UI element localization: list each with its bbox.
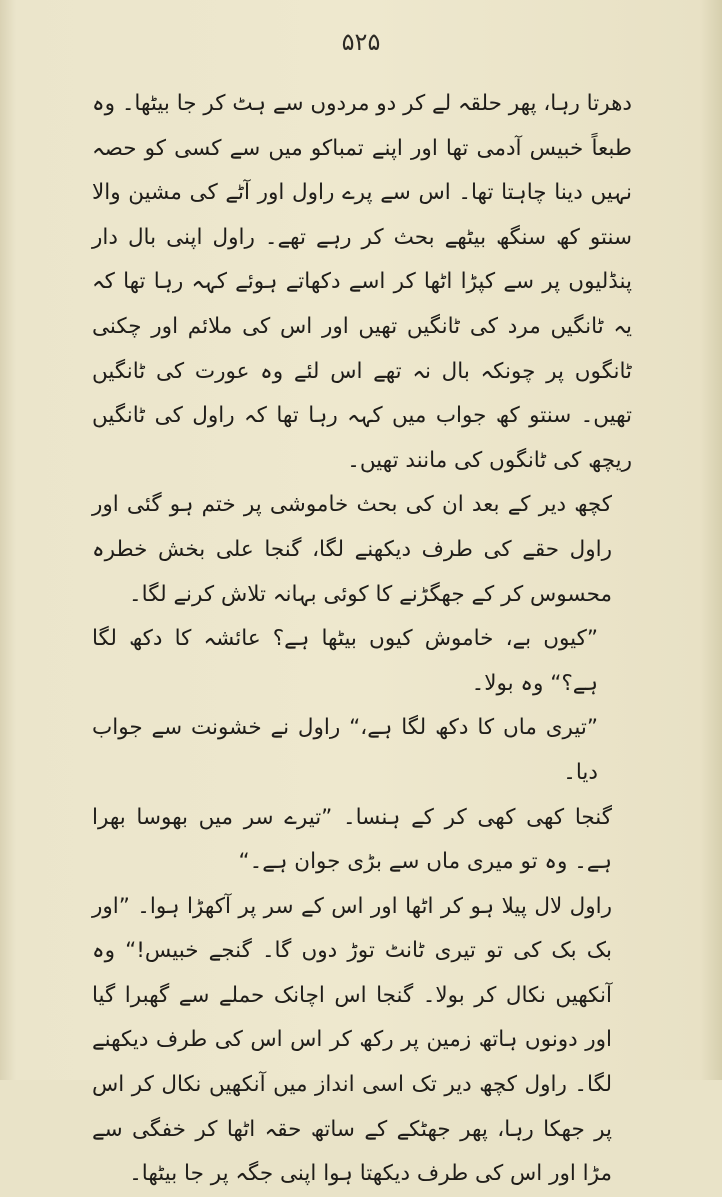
paragraph-1: دھرتا رہا، پھر حلقہ لے کر دو مردوں سے ہٹ کر جا بیٹھا۔ وہ طبعاً خبیس آدمی تھا اور اپنے تمباکو میں سے کسی کو حصہ نہیں دینا چاہتا تھا۔ اس سے پرے راول اور آٹے کی مشین والا سنتو کھ سنگھ بیٹھے بحث کر رہے تھے۔ راول اپنی بال دار پنڈلیوں پر سے کپڑا اٹھا کر اسے دکھاتے ہوئے کہہ رہا تھا کہ یہ ٹانگیں مرد کی ٹانگیں تھیں اور اس کی ملائم اور چکنی ٹانگوں پر چونکہ بال نہ تھے اس لئے وہ عورت کی ٹانگیں تھیں۔ سنتو کھ جواب میں کہہ رہا تھا کہ راول کی ٹانگیں ریچھ کی ٹانگوں کی مانند تھیں۔ xyxy=(92,91,632,473)
page-number: ۵۲۵ xyxy=(341,28,381,56)
body-text xyxy=(92,82,632,1197)
paragraph-5: گنجا کھی کھی کر کے ہنسا۔ ”تیرے سر میں بھوسا بھرا ہے۔ وہ تو میری ماں سے بڑی جوان ہے۔“ xyxy=(92,804,612,875)
paragraph-4: ”تیری ماں کا دکھ لگا ہے،“ راول نے خشونت سے جواب دیا۔ xyxy=(92,715,598,785)
paragraph-6: راول لال پیلا ہو کر اٹھا اور اس کے سر پر آکھڑا ہوا۔ ”اور بک بک کی تو تیری ٹانٹ توڑ دوں گا۔ گنجے خبیس!“ وہ آنکھیں نکال کر بولا۔ گنجا اس اچانک حملے سے گھبرا گیا اور دونوں ہاتھ زمین پر رکھ کر اس اس کی طرف دیکھنے لگا۔ راول کچھ دیر تک اسی انداز میں آنکھیں نکال کر اس پر جھکا رہا، پھر جھٹکے کے ساتھ حقہ اٹھا کر خفگی سے مڑا اور اس کی طرف دیکھتا ہوا اپنی جگہ پر جا بیٹھا۔ xyxy=(92,893,612,1187)
paragraph-3: ”کیوں بے، خاموش کیوں بیٹھا ہے؟ عائشہ کا دکھ لگا ہے؟“ وہ بولا۔ xyxy=(92,626,598,696)
paragraph-2: کچھ دیر کے بعد ان کی بحث خاموشی پر ختم ہو گئی اور راول حقے کی طرف دیکھنے لگا، گنجا علی بخش خطرہ محسوس کر کے جھگڑنے کا کوئی بہانہ تلاش کرنے لگا۔ xyxy=(92,492,612,607)
